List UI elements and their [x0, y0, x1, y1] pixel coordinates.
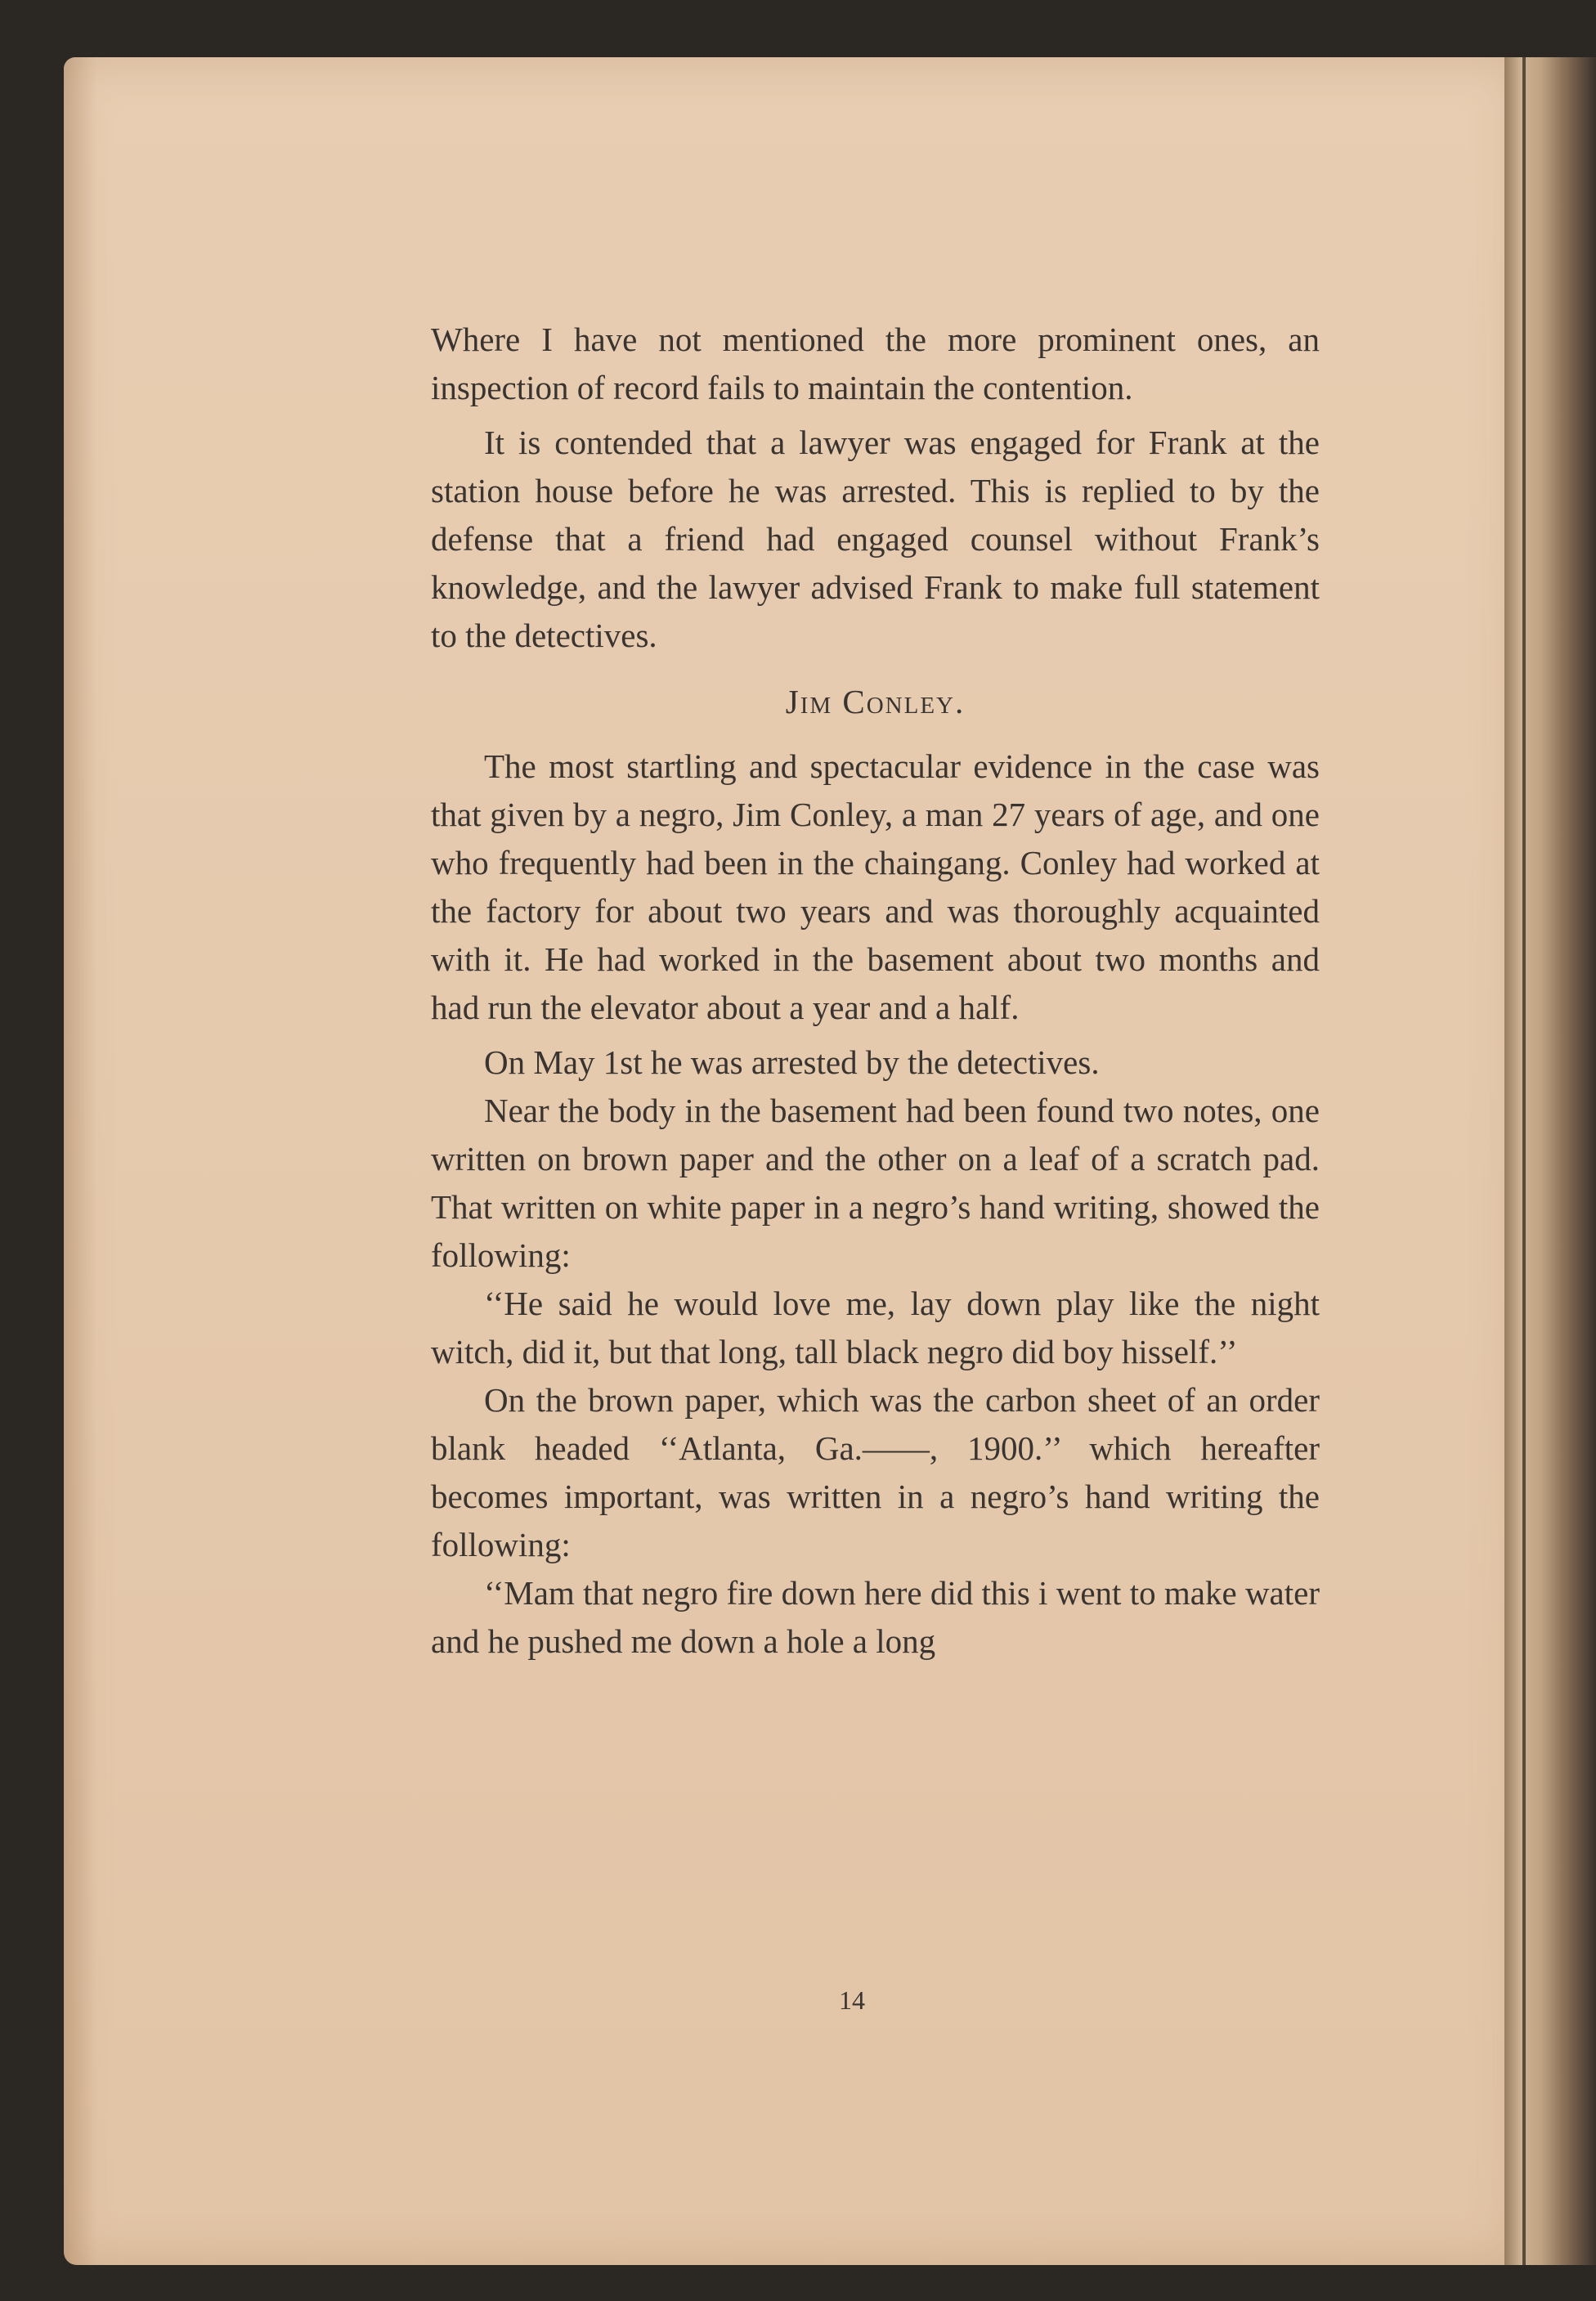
paragraph-1: Where I have not mentioned the more prominent ones, an inspection of record fails to maintain the contention. [431, 321, 1320, 406]
paragraph-5: Near the body in the basement had been found two notes, one written on brown paper and the other on a leaf of a scratch pad. That written on white paper in a negro’s hand writing, showed the following: [431, 1092, 1320, 1274]
paragraph-6: On the brown paper, which was the carbon sheet of an order blank headed ‘‘Atlanta, Ga.——, 1900.’’ which hereafter becomes important, was written in a negro’s hand writing the following: [431, 1381, 1320, 1563]
paragraph-3: The most startling and spectacular evidence in the case was that given by a negro, Jim Conley, a man 27 years of age, and one who frequently had been in the chaingang. Conley had worked at the factory for about two years and was thoroughly acquainted with it. He had worked in the basement about two months and had run the elevator about a year and a half. [431, 747, 1320, 1026]
paragraph-2: It is contended that a lawyer was engaged for Frank at the station house before he was arrested. This is replied to by the defense that a friend had engaged counsel without Frank’s knowledge, and the lawyer advised Frank to make full statement to the detectives. [431, 424, 1320, 654]
quote-1: ‘‘He said he would love me, lay down play like the night witch, did it, but that long, tall black negro did boy hisself.’’ [431, 1285, 1320, 1370]
quote-2: ‘‘Mam that negro fire down here did this i went to make water and he pushed me down a hole a long [431, 1574, 1320, 1660]
page-left-edge [64, 57, 96, 2265]
book-fore-edge [1504, 57, 1596, 2265]
fore-edge-line [1522, 57, 1526, 2265]
paragraph-4: On May 1st he was arrested by the detectives. [484, 1043, 1100, 1081]
page-number: 14 [839, 1985, 865, 2015]
section-heading: Jim Conley. [785, 683, 966, 720]
page-text [431, 316, 1320, 1666]
